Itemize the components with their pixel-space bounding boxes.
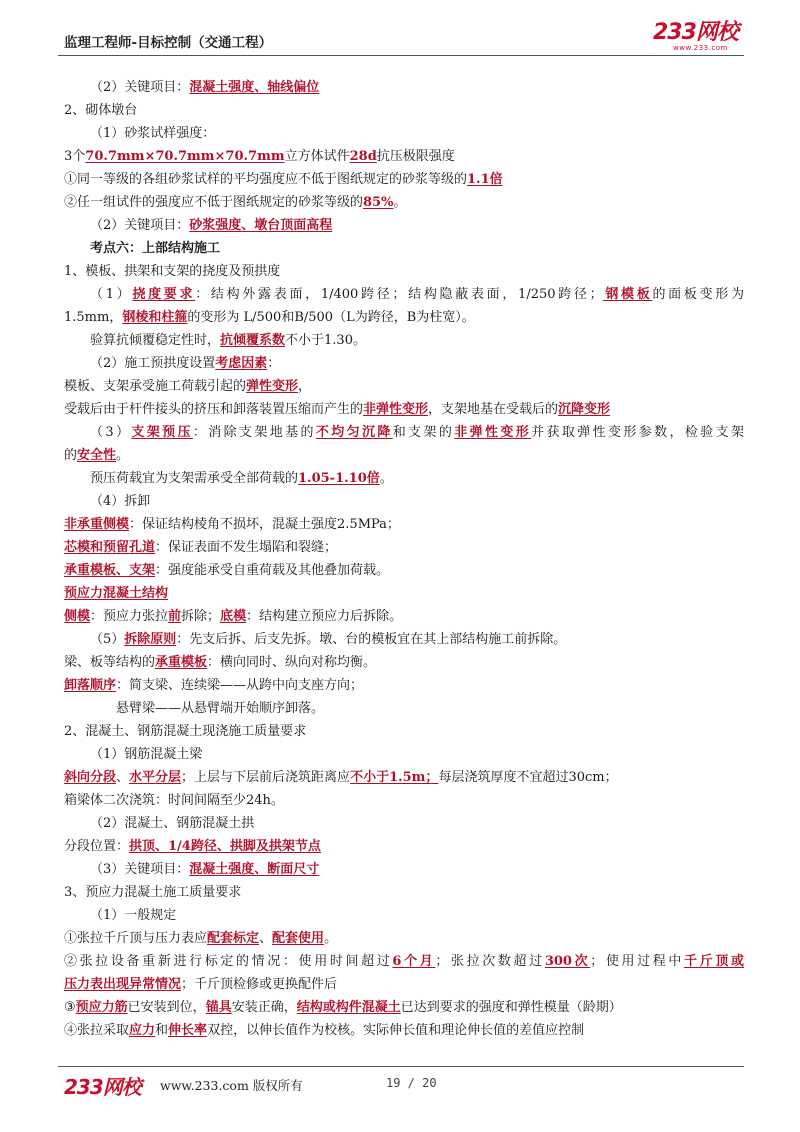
text-line bbox=[64, 996, 744, 1019]
text-segment: 分段位置： bbox=[64, 839, 130, 854]
text-line bbox=[64, 881, 744, 904]
text-segment: ：先支后拆、后支先拆。墩、台的模板宜在其上部结构施工前拆除。 bbox=[176, 632, 567, 647]
text-segment: 梁、板等结构的 bbox=[64, 655, 156, 670]
highlighted-term: 配套使用 bbox=[272, 931, 325, 946]
text-segment: 和 bbox=[155, 1023, 169, 1038]
text-segment: ④张拉采取 bbox=[64, 1023, 130, 1038]
text-segment: （3）关键项目： bbox=[90, 862, 190, 877]
highlighted-term: 钢模板 bbox=[602, 287, 653, 302]
text-segment: 3个 bbox=[64, 149, 86, 164]
text-segment: ；千斤顶检修或更换配件后 bbox=[181, 977, 338, 992]
text-segment: 并获取弹性变形参数，检验支架 bbox=[531, 425, 744, 440]
text-segment: 。 bbox=[379, 471, 393, 486]
text-line bbox=[64, 536, 744, 559]
text-segment: ：横向同时、纵向对称均衡。 bbox=[207, 655, 377, 670]
text-line bbox=[64, 605, 744, 628]
text-segment: 1、模板、拱架和支架的挠度及预拱度 bbox=[64, 264, 281, 279]
text-line bbox=[64, 237, 744, 260]
text-segment: 受载后由于杆件接头的挤压和卸落装置压缩而产生的 bbox=[64, 402, 364, 417]
text-segment: ②张拉设备重新进行标定的情况：使用时间超过 bbox=[64, 954, 393, 969]
text-segment: （1）钢筋混凝土梁 bbox=[90, 747, 203, 762]
brand-logo-text: 233网校 bbox=[653, 20, 738, 45]
text-line bbox=[64, 122, 744, 145]
text-line bbox=[64, 904, 744, 927]
text-line bbox=[64, 352, 744, 375]
text-segment: 2、混凝土、钢筋混凝土现浇施工质量要求 bbox=[64, 724, 307, 739]
text-segment: 。 bbox=[324, 931, 338, 946]
text-segment: 和支架的 bbox=[392, 425, 455, 440]
page-content bbox=[64, 76, 744, 1042]
text-line bbox=[64, 467, 744, 490]
text-segment: 已达到要求的强度和弹性模量（龄期） bbox=[400, 1000, 622, 1015]
text-line bbox=[64, 812, 744, 835]
text-line bbox=[64, 490, 744, 513]
text-segment: ③ bbox=[64, 1000, 76, 1015]
highlighted-term: 70.7mm×70.7mm×70.7mm bbox=[85, 149, 285, 164]
text-line bbox=[64, 306, 744, 329]
text-line bbox=[64, 421, 744, 444]
highlighted-term: 底模 bbox=[220, 609, 247, 624]
text-line bbox=[64, 375, 744, 398]
highlighted-term: 砂浆强度、墩台顶面高程 bbox=[189, 218, 333, 233]
text-line bbox=[64, 835, 744, 858]
text-segment: 已安装到位， bbox=[127, 1000, 206, 1015]
highlighted-term: 不均匀沉降 bbox=[315, 425, 393, 440]
text-segment: 抗压极限强度 bbox=[376, 149, 455, 164]
text-line bbox=[64, 214, 744, 237]
text-line bbox=[64, 99, 744, 122]
highlighted-term: 安全性 bbox=[77, 448, 117, 463]
text-line bbox=[64, 651, 744, 674]
brand-logo-url: www.233.com bbox=[673, 44, 728, 52]
text-line bbox=[64, 927, 744, 950]
text-segment: ， bbox=[298, 379, 312, 394]
text-segment: 、 bbox=[259, 931, 273, 946]
brand-logo bbox=[653, 22, 743, 52]
highlighted-term: 斜向分段 bbox=[64, 770, 117, 785]
text-segment: （4）拆卸 bbox=[90, 494, 151, 509]
text-segment: ①同一等级的各组砂浆试样的平均强度应不低于图纸规定的砂浆等级的 bbox=[64, 172, 468, 187]
footer-brand-logo: 233网校 bbox=[64, 1075, 141, 1099]
highlighted-term: 1.1倍 bbox=[467, 172, 503, 187]
highlighted-term: 伸长率 bbox=[168, 1023, 208, 1038]
highlighted-term: 28d bbox=[349, 149, 377, 164]
highlighted-term: 预应力筋 bbox=[75, 1000, 128, 1015]
highlighted-term: 弹性变形 bbox=[246, 379, 299, 394]
highlighted-term: 应力 bbox=[129, 1023, 156, 1038]
text-line bbox=[64, 76, 744, 99]
page-number: 19 / 20 bbox=[386, 1076, 437, 1090]
text-segment: ：结构外露表面，1/400跨径；结构隐蔽表面，1/250跨径； bbox=[195, 287, 603, 302]
highlighted-term: 水平分层 bbox=[129, 770, 182, 785]
text-segment: 的 bbox=[64, 448, 78, 463]
text-line bbox=[64, 743, 744, 766]
text-line bbox=[64, 191, 744, 214]
text-segment: 3、预应力混凝土施工质量要求 bbox=[64, 885, 242, 900]
text-line bbox=[64, 973, 744, 996]
highlighted-term: 6个月 bbox=[392, 954, 436, 969]
text-segment: 拆除； bbox=[181, 609, 221, 624]
highlighted-term: 300次 bbox=[544, 954, 591, 969]
highlighted-term: 预应力混凝土结构 bbox=[64, 586, 169, 601]
text-line bbox=[64, 283, 744, 306]
text-line bbox=[64, 145, 744, 168]
header-divider bbox=[58, 55, 744, 56]
highlighted-term: 考虑因素 bbox=[215, 356, 268, 371]
highlighted-term: 拱顶、1/4跨径、拱脚及拱架节点 bbox=[129, 839, 321, 854]
text-line bbox=[64, 950, 744, 973]
highlighted-term: 芯模和预留孔道 bbox=[64, 540, 156, 555]
text-segment: 不小于1.30。 bbox=[285, 333, 366, 348]
text-segment: ：预应力张拉 bbox=[90, 609, 169, 624]
text-segment: 安装正确， bbox=[231, 1000, 297, 1015]
highlighted-term: 混凝土强度、断面尺寸 bbox=[189, 862, 320, 877]
highlighted-term: 混凝土强度、轴线偏位 bbox=[189, 80, 320, 95]
text-line bbox=[64, 398, 744, 421]
text-segment: （2）关键项目： bbox=[90, 80, 190, 95]
highlighted-term: 侧模 bbox=[64, 609, 91, 624]
text-segment: ；张拉次数超过 bbox=[435, 954, 545, 969]
text-line bbox=[64, 858, 744, 881]
text-segment: ②任一组试件的强度应不低于图纸规定的砂浆等级的 bbox=[64, 195, 364, 210]
text-line bbox=[64, 260, 744, 283]
text-segment: ；使用过程中 bbox=[590, 954, 685, 969]
text-segment: 的面板变形为 bbox=[652, 287, 744, 302]
highlighted-term: 非弹性变形 bbox=[454, 425, 532, 440]
text-segment: ；上层与下层前后浇筑距离应 bbox=[181, 770, 351, 785]
text-segment: 2、砌体墩台 bbox=[64, 103, 138, 118]
text-line bbox=[64, 1019, 744, 1042]
highlighted-term: 不小于1.5m； bbox=[350, 770, 439, 785]
text-segment: ：结构建立预应力后拆除。 bbox=[246, 609, 403, 624]
text-segment: ①张拉千斤顶与压力表应 bbox=[64, 931, 208, 946]
text-line bbox=[64, 697, 744, 720]
text-segment: （1）一般规定 bbox=[90, 908, 177, 923]
text-segment: 预压荷载宜为支架需承受全部荷载的 bbox=[90, 471, 299, 486]
text-segment: （5） bbox=[90, 632, 125, 647]
highlighted-term: 承重模板、支架 bbox=[64, 563, 156, 578]
text-segment: （1）砂浆试样强度： bbox=[90, 126, 216, 141]
text-segment: 悬臂梁——从悬臂端开始顺序卸落。 bbox=[116, 701, 325, 716]
text-line bbox=[64, 628, 744, 651]
text-segment: ： bbox=[267, 356, 281, 371]
highlighted-term: 抗倾覆系数 bbox=[220, 333, 286, 348]
highlighted-term: 配套标定 bbox=[207, 931, 260, 946]
text-line bbox=[64, 582, 744, 605]
text-segment: ：保证表面不发生塌陷和裂缝； bbox=[155, 540, 338, 555]
highlighted-term: 挠度要求 bbox=[132, 287, 196, 302]
highlighted-term: 压力表出现异常情况 bbox=[64, 977, 182, 992]
text-segment: （2）混凝土、钢筋混凝土拱 bbox=[90, 816, 255, 831]
highlighted-term: 前 bbox=[168, 609, 182, 624]
highlighted-term: 1.05-1.10倍 bbox=[298, 471, 380, 486]
text-segment: 的变形为 L/500和B/500（L为跨径，B为柱宽）。 bbox=[187, 310, 475, 325]
highlighted-term: 钢棱和柱箍 bbox=[122, 310, 188, 325]
text-line bbox=[64, 674, 744, 697]
highlighted-term: 非承重侧模 bbox=[64, 517, 130, 532]
text-segment: 1.5mm， bbox=[64, 310, 123, 325]
text-segment: 每层浇筑厚度不宜超过30cm； bbox=[438, 770, 618, 785]
text-segment: （2）关键项目： bbox=[90, 218, 190, 233]
text-line bbox=[64, 789, 744, 812]
document-header-title: 监理工程师-目标控制（交通工程） bbox=[64, 35, 273, 51]
highlighted-term: 锚具 bbox=[205, 1000, 232, 1015]
highlighted-term: 结构或构件混凝土 bbox=[296, 1000, 401, 1015]
text-line bbox=[64, 559, 744, 582]
highlighted-term: 支架预压 bbox=[131, 425, 193, 440]
highlighted-term: 承重模板 bbox=[155, 655, 208, 670]
text-segment: （1） bbox=[90, 287, 133, 302]
text-line bbox=[64, 329, 744, 352]
text-segment: ：简支梁、连续梁——从跨中向支座方向； bbox=[116, 678, 364, 693]
text-line bbox=[64, 513, 744, 536]
text-line bbox=[64, 766, 744, 789]
highlighted-term: 卸落顺序 bbox=[64, 678, 117, 693]
highlighted-term: 拆除原则 bbox=[124, 632, 177, 647]
section-heading: 考点六：上部结构施工 bbox=[90, 241, 221, 256]
highlighted-term: 85% bbox=[363, 195, 394, 210]
text-segment: 模板、支架承受施工荷载引起的 bbox=[64, 379, 247, 394]
text-line bbox=[64, 444, 744, 467]
text-segment: 双控，以伸长值作为校核。实际伸长值和理论伸长值的差值应控制 bbox=[207, 1023, 585, 1038]
text-segment: ：保证结构棱角不损坏，混凝土强度2.5MPa； bbox=[129, 517, 400, 532]
highlighted-term: 非弹性变形 bbox=[363, 402, 429, 417]
footer-divider bbox=[58, 1066, 744, 1067]
text-line bbox=[64, 168, 744, 191]
text-segment: （2）施工预拱度设置 bbox=[90, 356, 216, 371]
text-segment: 验算抗倾覆稳定性时， bbox=[90, 333, 221, 348]
text-segment: （3） bbox=[90, 425, 132, 440]
text-segment: ，支架地基在受载后的 bbox=[428, 402, 559, 417]
text-segment: ：强度能承受自重荷载及其他叠加荷载。 bbox=[155, 563, 390, 578]
text-segment: ：消除支架地基的 bbox=[192, 425, 316, 440]
text-segment: 、 bbox=[116, 770, 130, 785]
highlighted-term: 沉降变形 bbox=[558, 402, 611, 417]
highlighted-term: 千斤顶或 bbox=[684, 954, 744, 969]
footer-copyright: www.233.com 版权所有 bbox=[160, 1078, 303, 1093]
text-segment: 。 bbox=[116, 448, 130, 463]
text-segment: 。 bbox=[393, 195, 407, 210]
text-segment: 箱梁体二次浇筑：时间间隔至少24h。 bbox=[64, 793, 284, 808]
text-line bbox=[64, 720, 744, 743]
text-segment: 立方体试件 bbox=[284, 149, 350, 164]
